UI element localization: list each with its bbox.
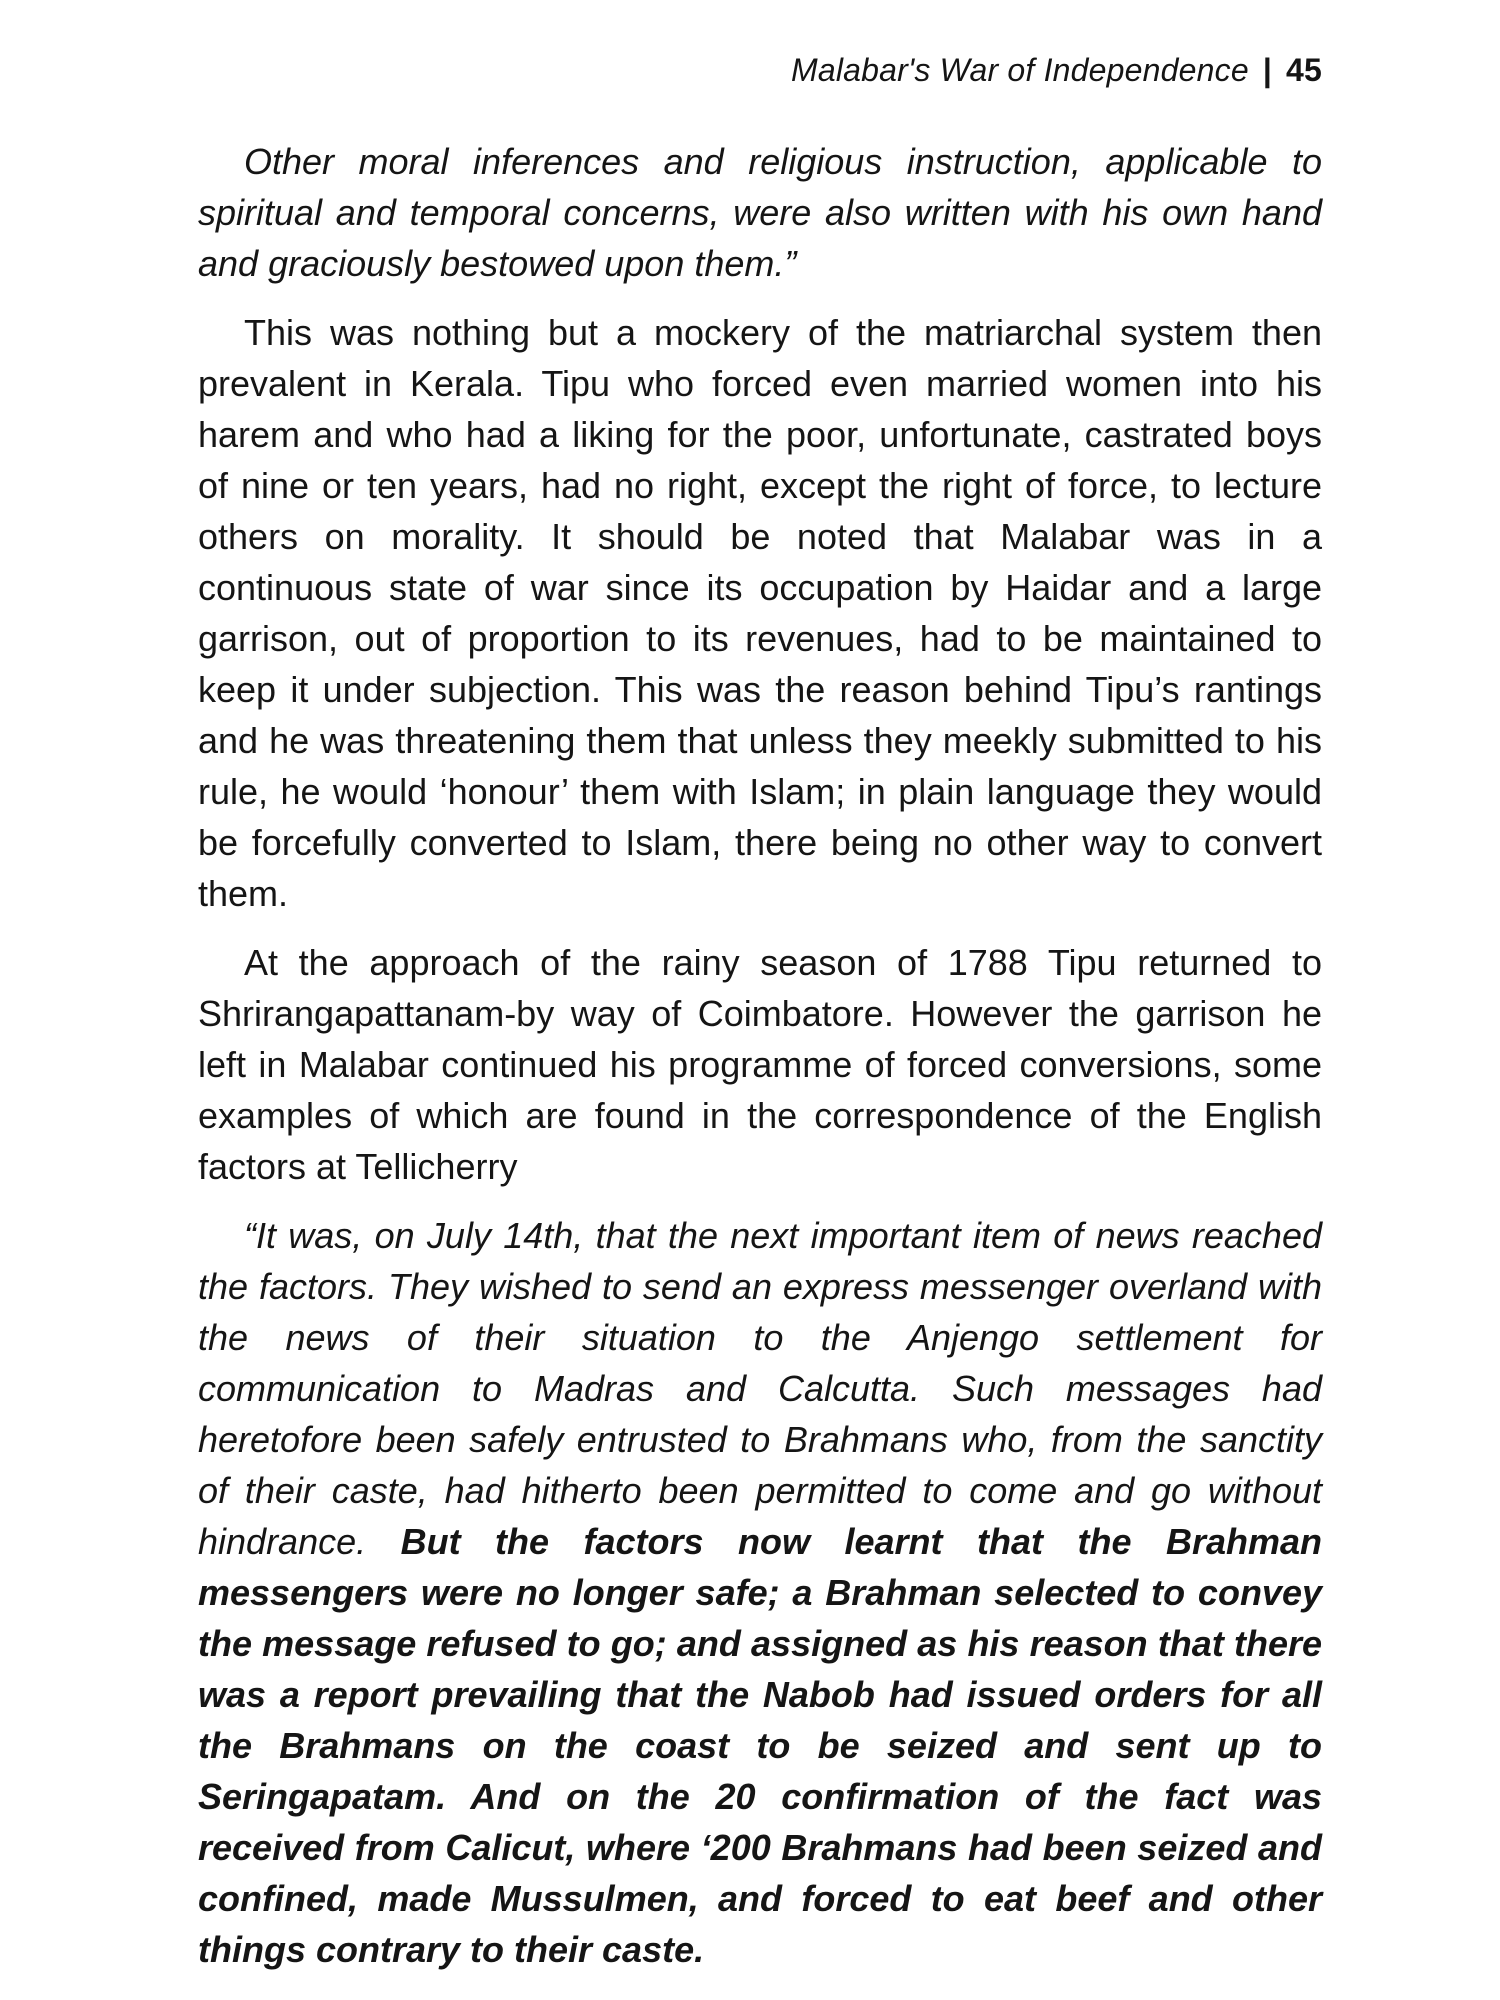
- quote-bold-text: But the factors now learnt that the Brahman messengers were no longer safe; a Brahman selected to convey the message refused to go; and assigned as his reason that there was a report prevailing that the Nabob had issued orders for all the Brahmans on the coast to be seized and sent up to Seringapatam. And on the 20 confirmation of the fact was received from Calicut, where ‘200 Brahmans had been seized and confined, made Mussulmen, and forced to eat beef and other things contrary to their caste.: [198, 1521, 1322, 1970]
- page-number: 45: [1286, 52, 1322, 88]
- header-separator: |: [1262, 52, 1272, 88]
- body-text: [198, 136, 1322, 1975]
- body-paragraph-2: At the approach of the rainy season of 1788 Tipu returned to Shrirangapattanam-by way of Coimbatore. However the garrison he left in Malabar continued his programme of forced conversions, some examples of which are found in the correspondence of the English factors at Tellicherry: [198, 942, 1322, 1187]
- quoted-paragraph: Other moral inferences and religious instruction, applicable to spiritual and temporal concerns, were also written with his own hand and graciously bestowed upon them.”: [198, 141, 1322, 284]
- running-header: [791, 52, 1322, 89]
- body-paragraph-1: This was nothing but a mockery of the matriarchal system then prevalent in Kerala. Tipu who forced even married women into his harem and who had a liking for the poor, unfortunate, castrated boys of nine or ten years, had no right, except the right of force, to lecture others on morality. It should be noted that Malabar was in a continuous state of war since its occupation by Haidar and a large garrison, out of proportion to its revenues, had to be maintained to keep it under subjection. This was the reason behind Tipu’s rantings and he was threatening them that unless they meekly submitted to his rule, he would ‘honour’ them with Islam; in plain language they would be forcefully converted to Islam, there being no other way to convert them.: [198, 312, 1322, 914]
- quoted-paragraph-2: [198, 1210, 1322, 1975]
- quote-regular-text: “It was, on July 14th, that the next important item of news reached the factors. They wished to send an express messenger overland with the news of their situation to the Anjengo settlement for communication to Madras and Calcutta. Such messages had heretofore been safely entrusted to Brahmans who, from the sanctity of their caste, had hitherto been permitted to come and go without hindrance.: [198, 1215, 1322, 1562]
- running-title: Malabar's War of Independence: [791, 52, 1249, 88]
